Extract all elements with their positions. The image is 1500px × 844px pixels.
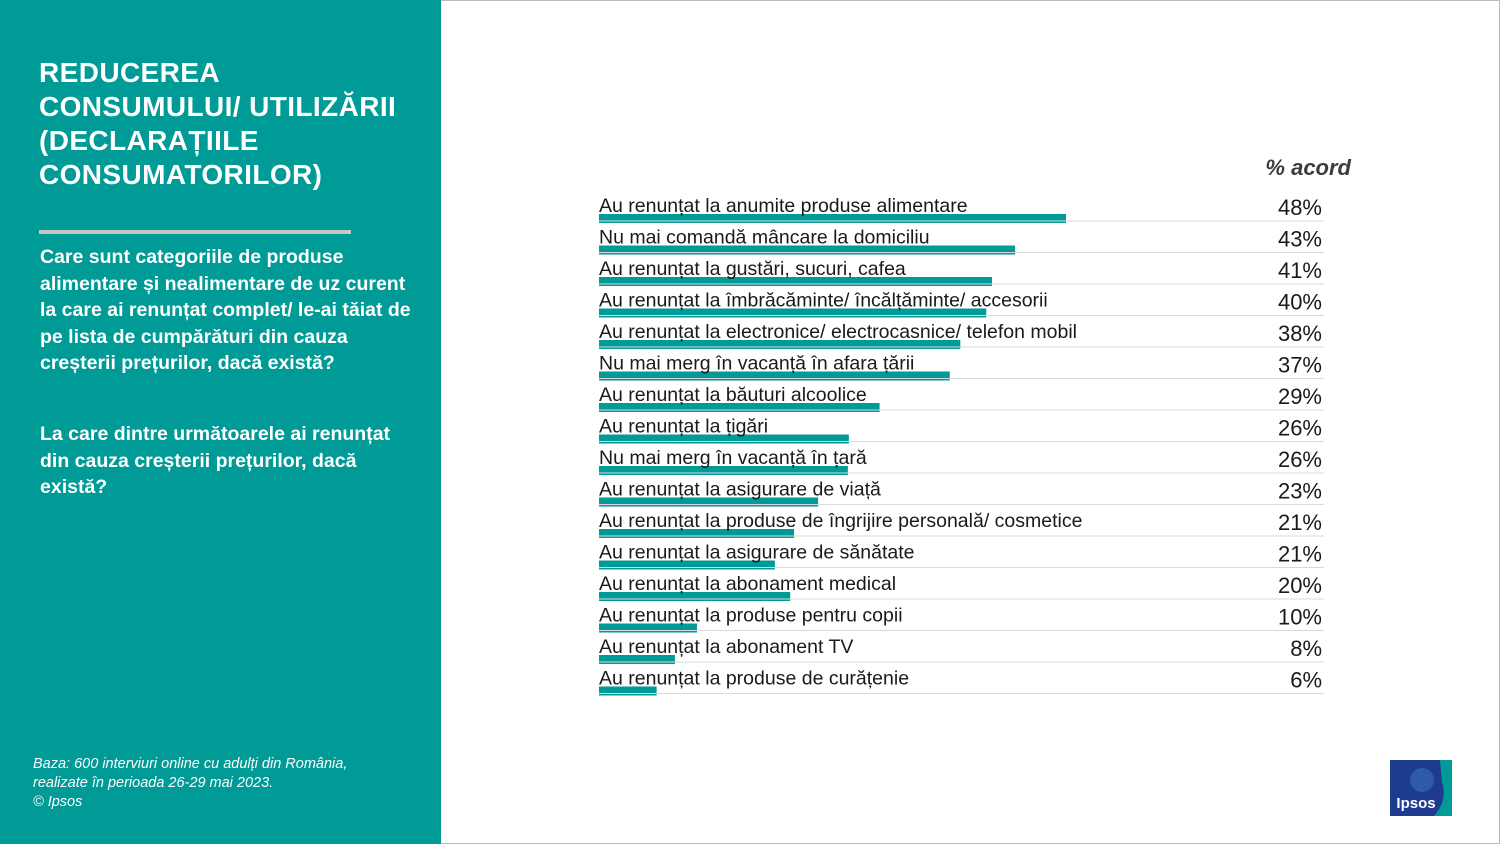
value-label-5: 38% (1277, 321, 1322, 346)
category-label-14: Au renunțat la produse pentru copii (599, 604, 903, 627)
value-label-6: 37% (1277, 352, 1322, 378)
survey-question-2: La care dintre următoarele ai renunțat din cauza creșterii prețurilor, dacă există? (40, 423, 391, 498)
base-note-line-2: realizate în perioada 26-29 mai 2023. (33, 775, 274, 791)
value-label-8: 26% (1277, 415, 1322, 441)
category-label-1: Au renunțat la anumite produse alimentare (599, 195, 968, 217)
value-label-12: 21% (1277, 541, 1322, 567)
value-label-1: 48% (1277, 195, 1322, 220)
value-label-15: 8% (1290, 636, 1322, 661)
category-label-6: Nu mai merg în vacanță în afara țării (599, 352, 915, 375)
column-header-acord: % acord (1265, 155, 1351, 180)
category-label-8: Au renunțat la țigări (599, 415, 769, 438)
category-label-4: Au renunțat la îmbrăcăminte/ încălțăminte/ accesorii (599, 289, 1048, 312)
slide-title: REDUCEREA CONSUMULUI/ UTILIZĂRII (DECLARAȚIILE CONSUMATORILOR) (39, 57, 397, 190)
logo-text: Ipsos (1396, 795, 1436, 812)
ipsos-logo (1390, 760, 1452, 816)
category-label-15: Au renunțat la abonament TV (599, 636, 854, 658)
category-label-2: Nu mai comandă mâncare la domiciliu (599, 226, 930, 249)
value-label-10: 23% (1277, 478, 1322, 504)
category-label-7: Au renunțat la băuturi alcoolice (599, 384, 867, 406)
logo-figure (1410, 768, 1434, 792)
copyright-note: © Ipsos (33, 794, 83, 810)
value-label-3: 41% (1277, 258, 1322, 283)
category-label-11: Au renunțat la produse de îngrijire personală/ cosmetice (599, 510, 1083, 532)
category-label-12: Au renunțat la asigurare de sănătate (599, 541, 915, 564)
value-label-9: 26% (1277, 447, 1322, 472)
category-label-3: Au renunțat la gustări, sucuri, cafea (599, 258, 906, 280)
value-label-14: 10% (1277, 604, 1322, 630)
category-label-16: Au renunțat la produse de curățenie (599, 667, 910, 690)
value-label-7: 29% (1277, 384, 1322, 409)
value-label-2: 43% (1277, 226, 1322, 252)
category-label-9: Nu mai merg în vacanță în țară (599, 447, 867, 469)
base-note-line-1: Baza: 600 interviuri online cu adulți din România, (33, 756, 348, 772)
value-label-4: 40% (1277, 289, 1322, 315)
category-label-13: Au renunțat la abonament medical (599, 573, 897, 595)
survey-question-1: Care sunt categoriile de produse alimentare și nealimentare de uz curent la care ai renunțat complet/ le-ai tăiat de pe lista de cumpărături din cauza creșterii prețurilor, dacă există? (40, 246, 411, 374)
category-label-10: Au renunțat la asigurare de viață (599, 478, 881, 501)
value-label-11: 21% (1277, 510, 1322, 535)
category-label-5: Au renunțat la electronice/ electrocasnice/ telefon mobil (599, 321, 1078, 343)
value-label-16: 6% (1290, 667, 1322, 693)
value-label-13: 20% (1277, 573, 1322, 598)
